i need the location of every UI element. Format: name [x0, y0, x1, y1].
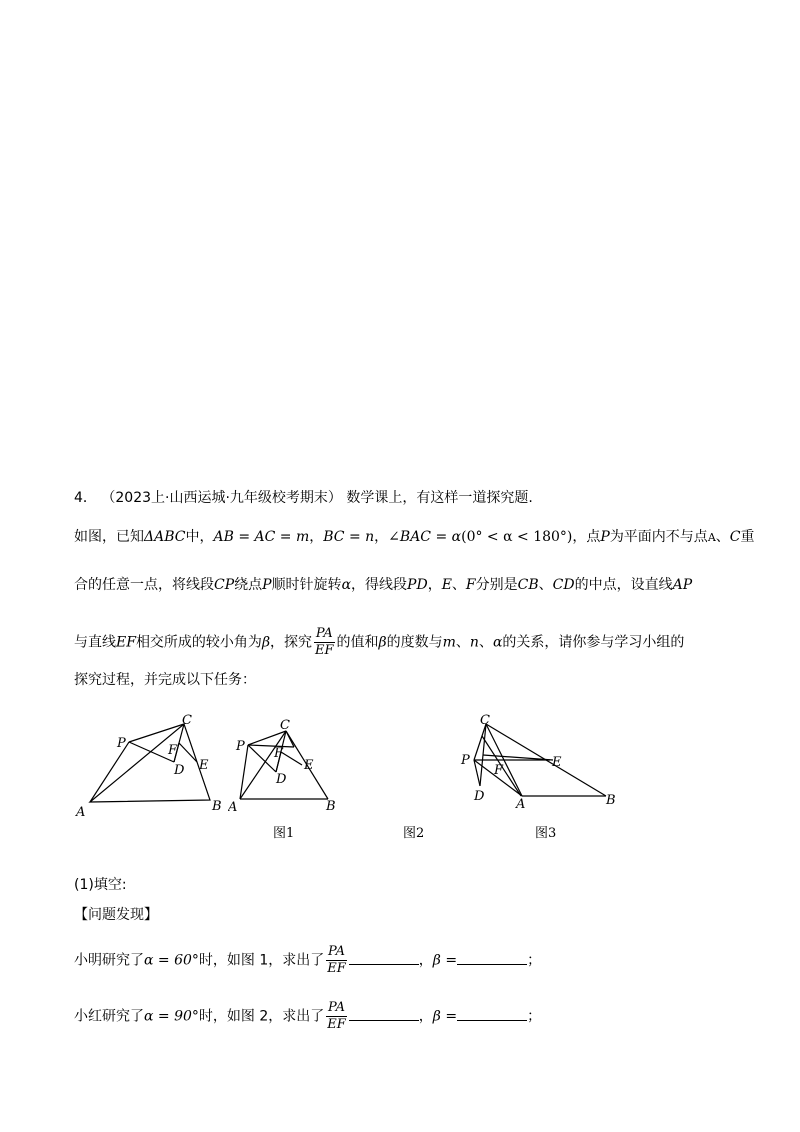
text: 分别是: [475, 577, 518, 593]
seg-ef: EF: [116, 634, 136, 651]
text: 的中点，设直线: [574, 577, 673, 593]
angle-range: (0° < α < 180°): [461, 529, 573, 545]
label-b: B: [606, 793, 616, 808]
task-ming: [74, 944, 541, 977]
text: 合的任意一点，将线段: [74, 577, 214, 593]
eq-bc: BC = n: [323, 529, 375, 545]
text: 顺时针旋转: [271, 577, 342, 593]
label-c: C: [280, 718, 290, 733]
problem-line-4: [74, 626, 684, 659]
label-p: P: [236, 739, 245, 754]
figure-3b: [458, 712, 628, 812]
text: 、: [715, 529, 730, 545]
problem-intro: 数学课上，有这样一道探究题.: [346, 490, 533, 506]
frac-num: PA: [315, 626, 333, 641]
seg-cp: CP: [214, 577, 235, 593]
angle-bac: ∠BAC = α: [388, 529, 462, 545]
text: ；: [527, 952, 542, 969]
beta: β: [378, 634, 387, 651]
text: 的度数与: [386, 634, 443, 651]
figure-1: [72, 712, 232, 822]
text: 与直线: [74, 634, 116, 651]
figure-2: [228, 717, 340, 813]
seg-ap: AP: [672, 577, 693, 593]
problem-line-2: [74, 527, 754, 548]
eq-ab-ac: AB = AC = m: [213, 529, 310, 545]
point-f: F: [465, 577, 476, 593]
problem-header: [74, 488, 533, 508]
alpha: α: [341, 577, 352, 593]
text: 的关系，请你参与学习小组的: [502, 634, 685, 651]
task-heading: 【问题发现】: [74, 907, 158, 923]
text: 中，: [185, 529, 214, 545]
text: 小红研究了: [74, 1008, 144, 1025]
seg-pd: PD: [407, 577, 428, 593]
frac-num: PA: [328, 1000, 345, 1015]
text: 重: [740, 529, 755, 545]
text: 的值和: [336, 634, 379, 651]
label-d: D: [474, 789, 485, 804]
text: ，点: [572, 529, 601, 545]
text: 、: [451, 577, 466, 593]
point-e: E: [441, 577, 452, 593]
point-c: C: [729, 529, 741, 545]
triangle-abc: ΔABC: [144, 529, 186, 545]
label-c: C: [480, 713, 490, 728]
text: 为平面内不与点: [609, 529, 708, 545]
label-c: C: [182, 713, 192, 728]
text: 如图，已知: [74, 529, 144, 545]
label-p: P: [117, 736, 126, 751]
task-hong: [74, 1000, 541, 1033]
alpha: α: [492, 634, 503, 651]
text: 时，如图 1，求出了: [198, 952, 325, 969]
fraction-pa-ef: [326, 944, 347, 977]
text: 相交所成的较小角为: [135, 634, 262, 651]
beta-eq: β =: [432, 1008, 458, 1025]
point-p: P: [600, 529, 610, 545]
seg-cb: CB: [517, 577, 539, 593]
text: ，: [309, 529, 324, 545]
caption-figure-1: 图1: [273, 826, 295, 841]
text: ，探究: [270, 634, 313, 651]
fraction-pa-ef: [326, 1000, 347, 1033]
text: ，得线段: [351, 577, 408, 593]
task-fill: (1)填空:: [74, 877, 127, 893]
text: 时，如图 2，求出了: [198, 1008, 325, 1025]
text: ；: [527, 1008, 542, 1025]
text: ，: [418, 1008, 433, 1025]
text: ，: [427, 577, 442, 593]
label-p: P: [461, 753, 470, 768]
condition: α = 60°: [144, 952, 199, 969]
label-d: D: [276, 772, 287, 787]
condition: α = 90°: [144, 1008, 199, 1025]
var-n: n: [469, 634, 479, 651]
frac-den: EF: [327, 1017, 346, 1032]
label-e: E: [552, 755, 562, 770]
caption-figure-2: 图2: [403, 826, 425, 841]
label-f: F: [274, 746, 284, 761]
text: ，: [418, 952, 433, 969]
answer-blank-beta[interactable]: [457, 1006, 527, 1021]
label-a: A: [76, 805, 86, 820]
text: 、: [455, 634, 470, 651]
label-b: B: [326, 799, 336, 813]
problem-line-5: 探究过程，并完成以下任务：: [74, 672, 256, 688]
problem-line-3: [74, 575, 692, 595]
label-a: A: [516, 797, 526, 812]
var-m: m: [442, 634, 456, 651]
label-f: F: [168, 743, 178, 758]
text: 绕点: [234, 577, 263, 593]
beta: β: [261, 634, 271, 651]
frac-den: EF: [327, 961, 346, 976]
answer-blank-ratio[interactable]: [349, 950, 419, 965]
fraction-pa-ef: [314, 626, 335, 659]
frac-den: EF: [315, 643, 334, 658]
answer-blank-beta[interactable]: [457, 950, 527, 965]
text: ，: [374, 529, 389, 545]
label-b: B: [212, 799, 222, 814]
label-a: A: [228, 800, 238, 813]
answer-blank-ratio[interactable]: [349, 1006, 419, 1021]
problem-source: （2023上·山西运城·九年级校考期末）: [101, 490, 342, 506]
point-a: A: [707, 531, 716, 544]
caption-figure-3: 图3: [535, 826, 557, 841]
text: 、: [538, 577, 553, 593]
label-e: E: [199, 758, 209, 773]
label-e: E: [304, 758, 314, 773]
problem-number: 4．: [74, 490, 97, 506]
point-p: P: [262, 577, 272, 593]
text: 小明研究了: [74, 952, 144, 969]
frac-num: PA: [328, 944, 345, 959]
seg-cd: CD: [552, 577, 575, 593]
label-d: D: [174, 763, 185, 778]
beta-eq: β =: [432, 952, 458, 969]
text: 、: [478, 634, 493, 651]
label-f: F: [494, 763, 504, 778]
